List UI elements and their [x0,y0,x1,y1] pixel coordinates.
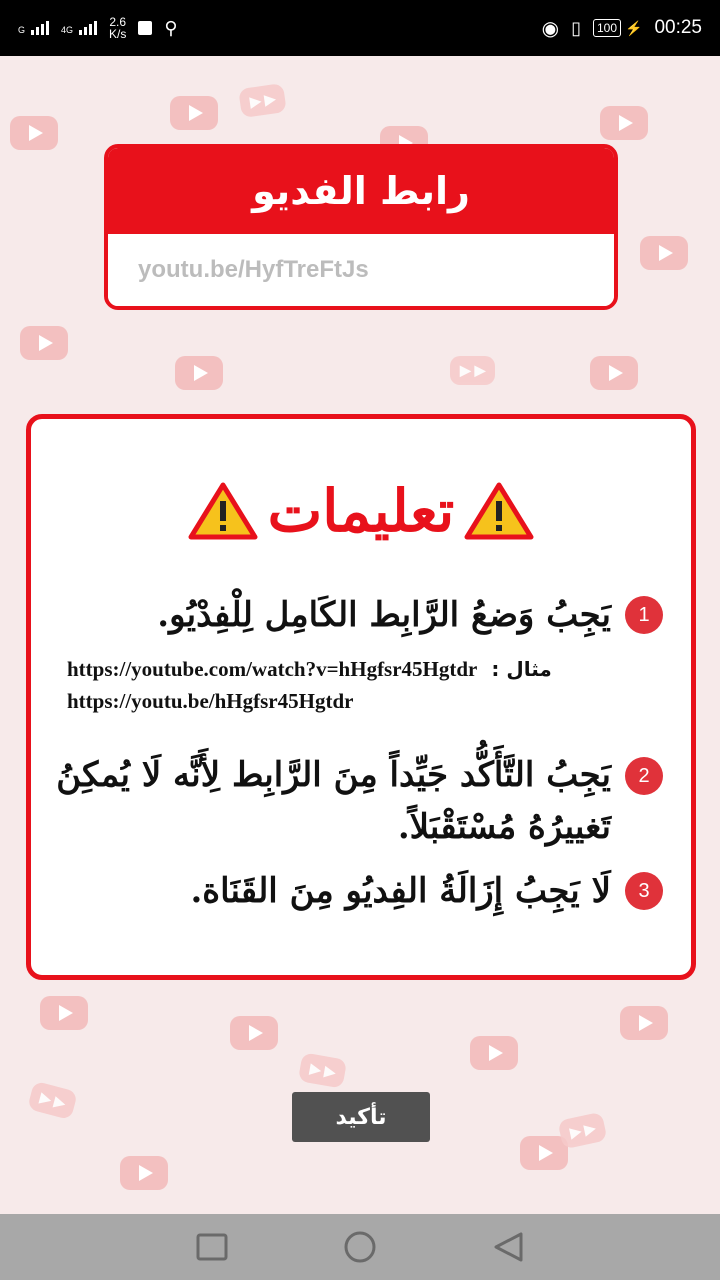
status-left [18,16,178,40]
warning-icon [188,481,258,541]
example-url-2: https://youtu.be/hHgfsr45Hgtdr [67,689,354,713]
example-block [67,653,627,717]
bg-play-icon [590,356,638,390]
bg-play-icon [230,1016,278,1050]
signal-icon [18,21,49,35]
bg-play-icon [175,356,223,390]
eye-comfort-icon: ◉ [541,17,560,40]
charging-icon: ⚡ [625,19,643,36]
example-url-1: https://youtube.com/watch?v=hHgfsr45Hgtdr [67,657,478,681]
confirm-button[interactable]: تأكيد [292,1092,430,1142]
network-type-2: 4G [61,25,74,35]
signal-icon-2 [61,21,97,35]
bg-play-icon [640,236,688,270]
example-label: مثال : [491,657,552,681]
network-type-1: G [18,25,26,35]
video-link-card [104,144,618,310]
warning-icon [464,481,534,541]
status-right [542,16,702,41]
nav-recents-icon [195,1232,229,1262]
battery-icon: 100 [593,19,621,37]
instructions-title: تعليمات [267,477,455,545]
bg-badge: ▶ ▶ [27,1081,78,1121]
nav-home-icon [343,1230,377,1264]
video-link-input[interactable] [108,234,614,306]
bg-badge: ▶ ▶ [238,83,287,118]
bg-badge: ▶ ▶ [557,1112,607,1150]
bg-play-icon [620,1006,668,1040]
instruction-text-2: يَجِبُ التَّأَكُّد جَيِّداً مِنَ الرَّابِط لِأَنَّه لَا يُمكِنُ تَغييرُهُ مُسْتَقْبَلاً. [56,755,611,847]
vibrate-icon: ▯ [571,17,581,38]
bg-badge: ▶ ▶ [298,1052,348,1088]
clock: 00:25 [654,17,702,38]
bg-play-icon [600,106,648,140]
navigation-bar [0,1214,720,1280]
speed-value: 2.6 [109,15,127,29]
instruction-number-2: 2 [625,757,663,795]
instruction-number-3: 3 [625,872,663,910]
bg-play-icon [170,96,218,130]
nav-home-button[interactable] [342,1229,378,1265]
speed-unit: K/s [109,27,127,41]
video-link-title: رابط الفديو [108,148,614,234]
bg-play-icon [470,1036,518,1070]
bg-play-icon [20,326,68,360]
bg-badge: ▶ ▶ [450,356,495,385]
bg-play-icon [40,996,88,1030]
nav-back-button[interactable] [490,1229,526,1265]
bg-play-icon [10,116,58,150]
example-row-1 [67,653,627,685]
nav-back-icon [491,1230,525,1264]
network-speed [109,16,126,40]
instruction-text-3: لَا يَجِبُ إِزَالَةُ الفِديُو مِنَ القَنَاة. [190,871,611,911]
instruction-item-1 [157,595,663,635]
status-bar [0,0,720,56]
instruction-number-1: 1 [625,596,663,634]
usb-icon: ⚲ [164,17,178,38]
instructions-header [31,479,691,543]
bg-play-icon [120,1156,168,1190]
instruction-item-3 [190,871,663,911]
nav-recents-button[interactable] [194,1229,230,1265]
instruction-item-2 [51,749,663,853]
instructions-card [26,414,696,980]
bg-play-icon [520,1136,568,1170]
notification-icon [138,21,152,35]
instruction-text-1: يَجِبُ وَضعُ الرَّابِط الكَامِل لِلْفِدْيُو. [157,595,611,635]
